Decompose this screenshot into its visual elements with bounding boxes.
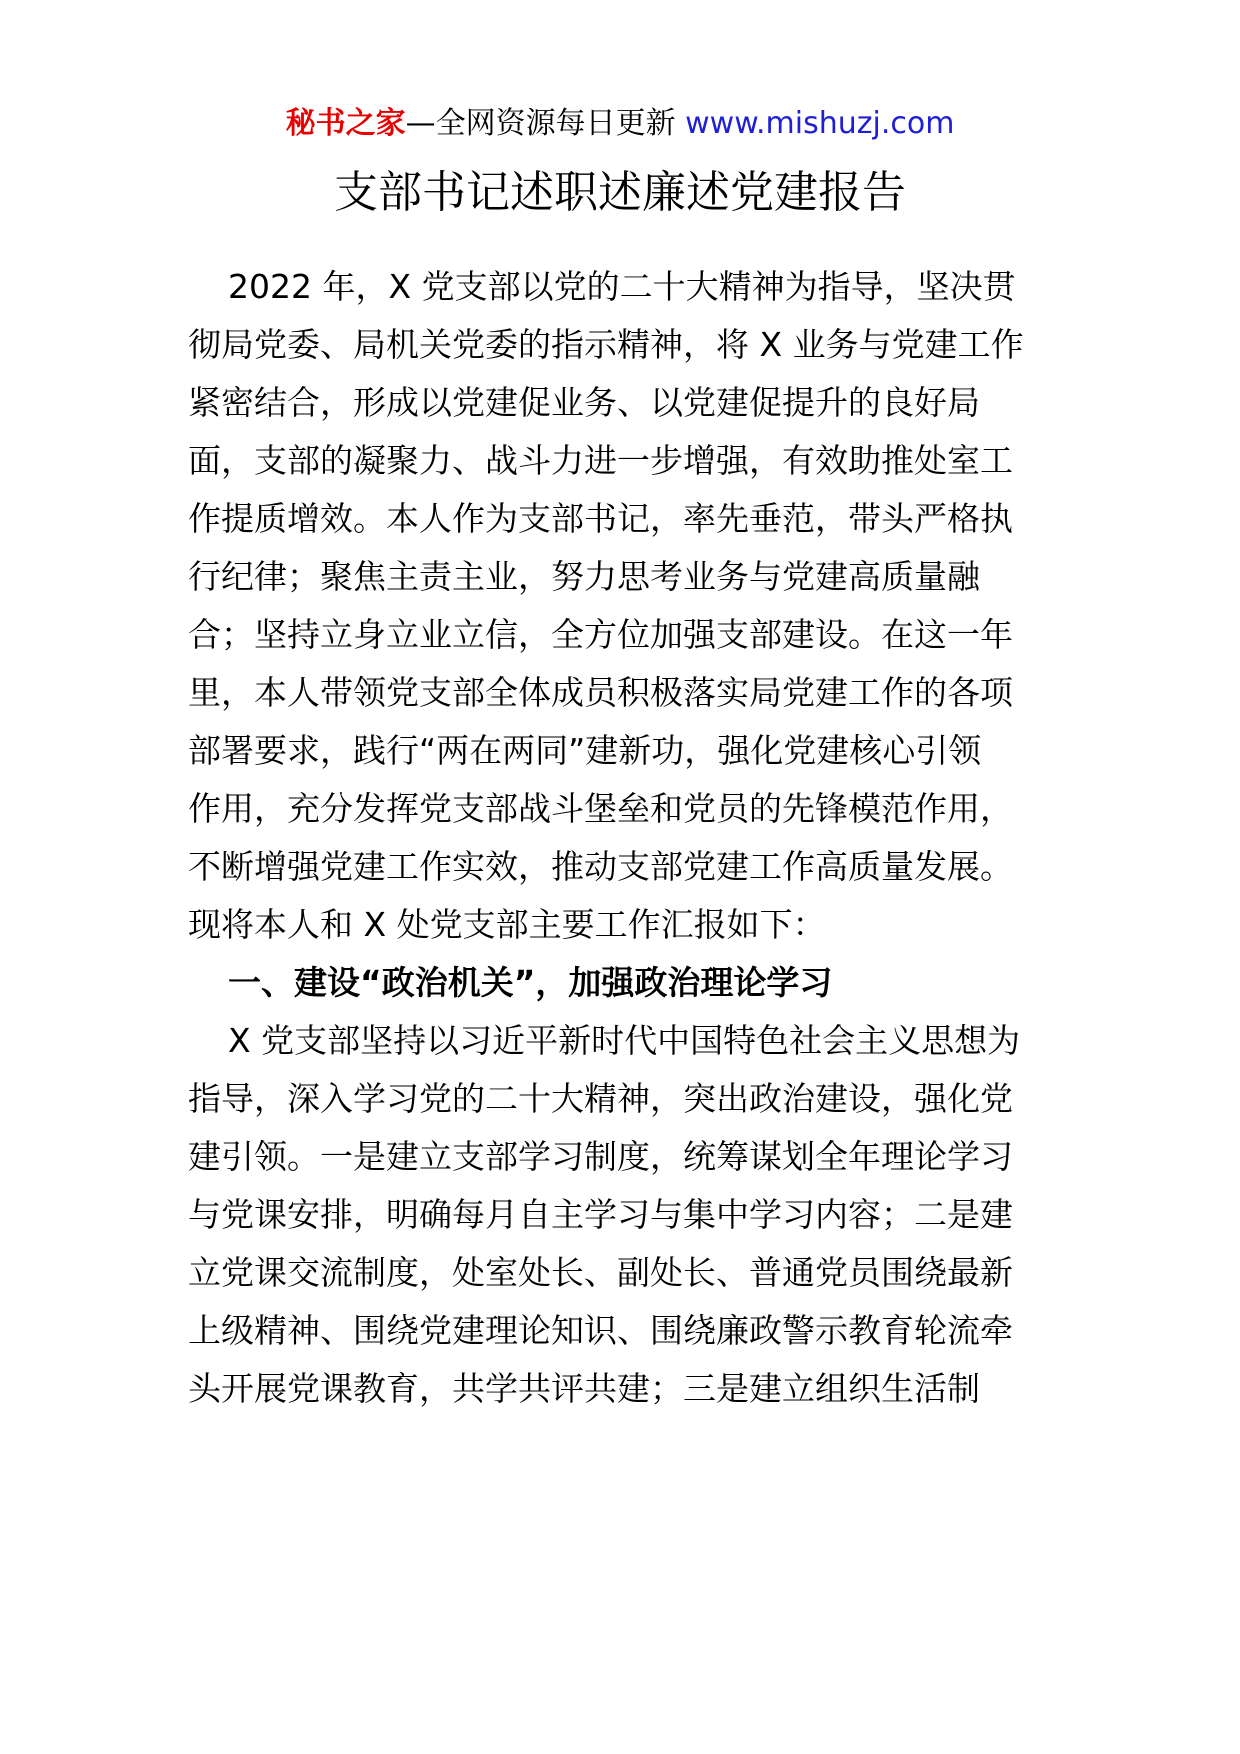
body-line-17: 与党课安排，明确每月自主学习与集中学习内容；二是建 bbox=[188, 1195, 1013, 1234]
body-line-1: 2022 年，X 党支部以党的二十大精神为指导，坚决贯 bbox=[228, 267, 1016, 306]
body-line-3: 紧密结合，形成以党建促业务、以党建促提升的良好局 bbox=[188, 383, 980, 422]
body-line-11: 不断增强党建工作实效，推动支部党建工作高质量发展。 bbox=[188, 847, 1013, 886]
body-line-16: 建引领。一是建立支部学习制度，统筹谋划全年理论学习 bbox=[188, 1137, 1013, 1176]
site-url-link[interactable]: www.mishuzj.com bbox=[685, 106, 955, 141]
body-line-9: 部署要求，践行“两在两同”建新功，强化党建核心引领 bbox=[188, 731, 982, 770]
site-watermark-header bbox=[0, 104, 1240, 144]
body-line-8: 里，本人带领党支部全体成员积极落实局党建工作的各项 bbox=[188, 673, 1013, 712]
body-line-5: 作提质增效。本人作为支部书记，率先垂范，带头严格执 bbox=[188, 499, 1013, 538]
document-title: 支部书记述职述廉述党建报告 bbox=[334, 167, 906, 218]
body-line-7: 合；坚持立身立业立信，全方位加强支部建设。在这一年 bbox=[188, 615, 1013, 654]
body-line-10: 作用，充分发挥党支部战斗堡垒和党员的先锋模范作用， bbox=[188, 789, 1013, 828]
site-slogan: —全网资源每日更新 bbox=[405, 106, 676, 141]
body-line-4: 面，支部的凝聚力、战斗力进一步增强，有效助推处室工 bbox=[188, 441, 1013, 480]
body-line-15: 指导，深入学习党的二十大精神，突出政治建设，强化党 bbox=[188, 1079, 1013, 1118]
body-line-6: 行纪律；聚焦主责主业，努力思考业务与党建高质量融 bbox=[188, 557, 980, 596]
body-line-2: 彻局党委、局机关党委的指示精神，将 X 业务与党建工作 bbox=[188, 325, 1024, 364]
site-brand-name: 秘书之家 bbox=[285, 106, 406, 141]
section-heading-1: 一、建设“政治机关”，加强政治理论学习 bbox=[228, 963, 833, 1002]
body-line-19: 上级精神、围绕党建理论知识、围绕廉政警示教育轮流牵 bbox=[188, 1311, 1013, 1350]
body-line-20: 头开展党课教育，共学共评共建；三是建立组织生活制 bbox=[188, 1369, 980, 1408]
body-line-18: 立党课交流制度，处室处长、副处长、普通党员围绕最新 bbox=[188, 1253, 1013, 1292]
body-line-12: 现将本人和 X 处党支部主要工作汇报如下： bbox=[188, 905, 826, 944]
body-line-14: X 党支部坚持以习近平新时代中国特色社会主义思想为 bbox=[228, 1021, 1021, 1060]
